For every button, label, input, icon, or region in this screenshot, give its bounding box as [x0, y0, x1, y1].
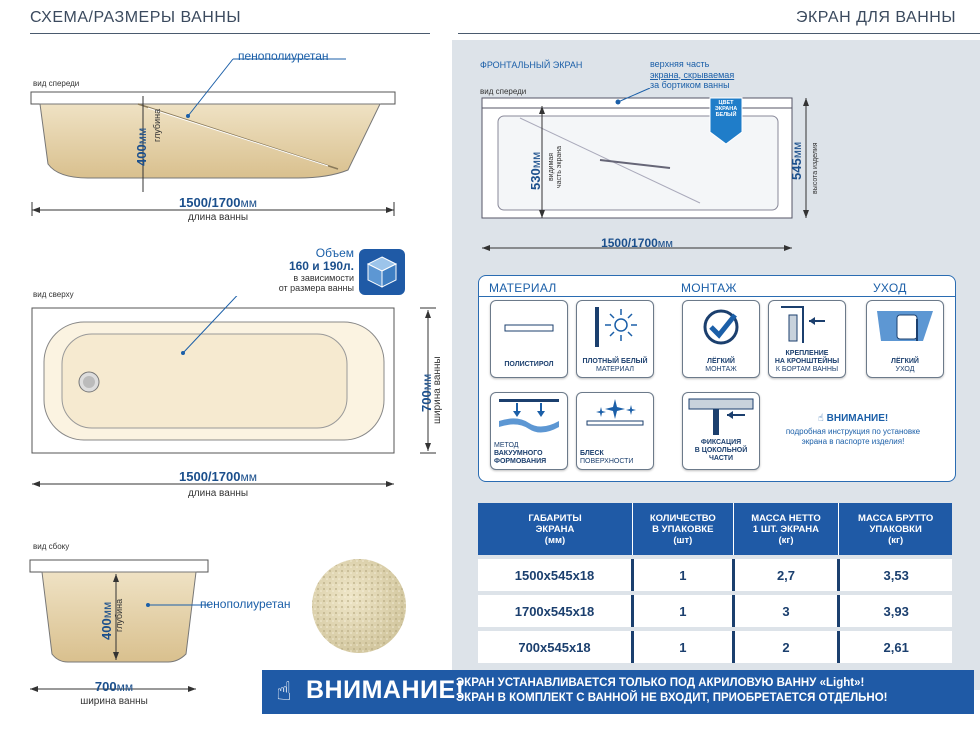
features-warning-text-1: подробная инструкция по установке: [785, 427, 921, 436]
care-heading: УХОД: [873, 281, 907, 295]
sponge-hand-icon: [867, 301, 943, 351]
tile-vacuum-forming-label: [494, 442, 564, 466]
screen-length-dimension: [482, 234, 792, 252]
foam-sample-image: [310, 557, 408, 655]
top-width-unit: мм: [420, 373, 434, 391]
screen-top-note: [650, 59, 734, 91]
tile-base-fixing-label: [686, 439, 756, 463]
cell-net-weight: 2: [733, 629, 839, 663]
table-row: [478, 593, 952, 629]
cell-gross-weight: 3,53: [839, 557, 952, 593]
tile-vacuum-forming-label-3: ФОРМОВАНИЯ: [494, 458, 547, 465]
cell-gross-weight: 3,93: [839, 593, 952, 629]
screen-top-note-1: верхняя часть: [650, 59, 710, 69]
cell-dimensions: 700x545x18: [478, 629, 633, 663]
front-length-unit: мм: [240, 196, 257, 210]
right-section-title: ЭКРАН ДЛЯ ВАННЫ: [795, 9, 956, 26]
tile-surface-gloss-label-1: БЛЕСК: [580, 450, 604, 457]
header-gross-weight: МАССА БРУТТО УПАКОВКИ (кг): [839, 503, 952, 557]
tile-polystyrene: [490, 300, 568, 378]
tile-surface-gloss-label-2: ПОВЕРХНОСТИ: [580, 458, 634, 465]
top-width-value: 700: [419, 390, 434, 412]
specs-table: [478, 503, 952, 663]
front-length-label: длина ванны: [187, 212, 249, 223]
tile-easy-care: [866, 300, 944, 378]
tile-easy-mount-label: [686, 358, 756, 374]
cell-dimensions: 1500x545x18: [478, 557, 633, 593]
front-depth-unit: мм: [135, 127, 149, 145]
top-width-label: ширина ванны: [432, 356, 443, 424]
front-depth-label: глубина: [152, 108, 162, 142]
visible-height-unit: мм: [529, 151, 543, 169]
visible-height-label-2: часть экрана: [556, 145, 563, 188]
banner-line-1: ЭКРАН УСТАНАВЛИВАЕТСЯ ТОЛЬКО ПОД АКРИЛОВУЮ ВАННУ «Light»!: [456, 677, 865, 689]
screen-height-unit: мм: [790, 141, 804, 159]
front-length-value: 1500/1700: [179, 195, 241, 210]
tile-surface-gloss-label: [580, 450, 650, 466]
table-header-row: [478, 503, 952, 557]
left-section-title: СХЕМА/РАЗМЕРЫ ВАННЫ: [30, 9, 242, 26]
side-width-unit: мм: [116, 680, 134, 694]
header-dimensions: ГАБАРИТЫ ЭКРАНА (мм): [478, 503, 633, 557]
visible-height-label: [548, 146, 564, 188]
sheet-icon: [491, 301, 567, 351]
cell-quantity: 1: [633, 629, 734, 663]
tile-bracket-mount-label-1: КРЕПЛЕНИЕ: [785, 350, 829, 357]
tile-base-fixing-label-3: ЧАСТИ: [709, 455, 733, 462]
sparkle-icon: [577, 393, 653, 439]
volume-note-1: в зависимости: [293, 273, 354, 283]
header-quantity: КОЛИЧЕСТВО В УПАКОВКЕ (шт): [633, 503, 734, 557]
screen-view-label: вид спереди: [480, 87, 527, 96]
table-row: [478, 629, 952, 663]
badge-text-2: ЭКРАНА: [714, 106, 738, 112]
tile-bracket-mount: [768, 300, 846, 378]
checkmark-icon: [683, 301, 759, 351]
front-foam-label: пенополиуретан: [238, 49, 329, 63]
tile-base-fixing: [682, 392, 760, 470]
front-screen-label: ФРОНТАЛЬНЫЙ ЭКРАН: [480, 60, 583, 70]
tile-bracket-mount-label: [772, 350, 842, 374]
banner-text: [456, 676, 888, 706]
hand-pointer-icon: ☝: [817, 413, 824, 424]
front-view-label: вид спереди: [33, 79, 80, 88]
tile-easy-care-label: [870, 358, 940, 374]
screen-top-note-3: за бортиком ванны: [650, 80, 730, 90]
side-depth-value: 400: [99, 618, 114, 640]
tile-white-material-label-1: ПЛОТНЫЙ БЕЛЫЙ: [582, 358, 648, 365]
tile-white-material-label: [580, 358, 650, 374]
features-warning-title-row: [768, 413, 938, 424]
cell-quantity: 1: [633, 557, 734, 593]
tile-easy-mount-label-1: ЛЁГКИЙ: [707, 358, 735, 365]
tile-surface-gloss: [576, 392, 654, 470]
cell-quantity: 1: [633, 593, 734, 629]
tile-white-material: [576, 300, 654, 378]
screen-height-dimension: [788, 142, 806, 180]
material-heading: МАТЕРИАЛ: [489, 281, 557, 295]
cell-dimensions: 1700x545x18: [478, 593, 633, 629]
top-length-label: длина ванны: [187, 488, 249, 499]
cube-icon: [358, 248, 406, 296]
cell-net-weight: 3: [733, 593, 839, 629]
tile-white-material-label-2: МАТЕРИАЛ: [595, 366, 634, 373]
tile-vacuum-forming: [490, 392, 568, 470]
screen-top-note-2: экрана, скрываемая: [650, 69, 735, 80]
side-foam-label: пенополиуретан: [200, 597, 291, 611]
bracket-icon: [769, 301, 845, 351]
tile-base-fixing-label-1: ФИКСАЦИЯ: [700, 439, 742, 446]
screen-drawing: [470, 88, 810, 258]
screen-length-value: 1500/1700: [601, 236, 658, 250]
tile-vacuum-forming-label-1: МЕТОД: [494, 442, 519, 449]
features-warning-text-2: экрана в паспорте изделия!: [801, 437, 905, 446]
screen-height-label: высота изделия: [812, 142, 819, 194]
attention-banner: [262, 670, 974, 714]
front-depth-dimension: [133, 128, 151, 166]
side-width-dimension: [30, 678, 198, 696]
tile-polystyrene-label: ПОЛИСТИРОЛ: [504, 361, 554, 368]
tile-vacuum-forming-label-2: ВАКУУМНОГО: [494, 450, 543, 457]
cell-net-weight: 2,7: [733, 557, 839, 593]
side-depth-label: глубина: [114, 598, 124, 632]
tile-bracket-mount-label-3: К БОРТАМ ВАННЫ: [775, 366, 839, 373]
tile-easy-care-label-2: УХОД: [895, 366, 915, 373]
base-fixing-icon: [683, 393, 759, 439]
header-net-weight: МАССА НЕТТО 1 ШТ. ЭКРАНА (кг): [733, 503, 839, 557]
top-view-label: вид сверху: [33, 290, 74, 299]
sun-icon: [577, 301, 653, 351]
volume-note-2: от размера ванны: [278, 283, 354, 293]
left-title-rule: [30, 33, 430, 34]
banner-line-2: ЭКРАН В КОМПЛЕКТ С ВАННОЙ НЕ ВХОДИТ, ПРИОБРЕТАЕТСЯ ОТДЕЛЬНО!: [456, 692, 888, 704]
features-divider: [479, 296, 955, 297]
front-length-dimension: [0, 194, 436, 212]
features-warning-title: ВНИМАНИЕ!: [826, 413, 889, 424]
top-view-drawing: [28, 296, 448, 496]
badge-text: [708, 100, 744, 118]
side-view-label: вид сбоку: [33, 542, 70, 551]
vacuum-forming-icon: [491, 393, 567, 439]
tile-base-fixing-label-2: В ЦОКОЛЬНОЙ: [694, 447, 748, 454]
tile-easy-mount: [682, 300, 760, 378]
badge-text-1: ЦВЕТ: [718, 100, 734, 106]
hand-pointer-icon: ☝: [276, 676, 292, 706]
mount-heading: МОНТАЖ: [681, 281, 737, 295]
cell-gross-weight: 2,61: [839, 629, 952, 663]
tile-bracket-mount-label-2: НА КРОНШТЕЙНЫ: [774, 358, 840, 365]
screen-length-unit: мм: [657, 238, 673, 250]
top-length-dimension: [0, 468, 436, 486]
top-length-unit: мм: [240, 470, 257, 484]
visible-height-dimension: [527, 152, 545, 190]
right-title-rule: [458, 33, 980, 34]
top-length-value: 1500/1700: [179, 469, 241, 484]
visible-height-value: 530: [528, 168, 543, 190]
visible-height-label-1: видимая: [548, 152, 555, 182]
tile-easy-mount-label-2: МОНТАЖ: [705, 366, 737, 373]
side-depth-unit: мм: [100, 601, 114, 619]
screen-height-value: 545: [789, 158, 804, 180]
side-width-value: 700: [94, 679, 117, 694]
volume-title: Объем: [315, 246, 354, 260]
table-row: [478, 557, 952, 593]
tile-easy-care-label-1: ЛЁГКИЙ: [891, 358, 919, 365]
badge-text-3: БЕЛЫЙ: [715, 112, 737, 118]
volume-values: 160 и 190л.: [288, 259, 354, 273]
banner-title: ВНИМАНИЕ!: [306, 676, 465, 704]
front-depth-value: 400: [134, 144, 149, 166]
features-warning: [768, 413, 938, 447]
side-width-label: ширина ванны: [80, 696, 148, 707]
